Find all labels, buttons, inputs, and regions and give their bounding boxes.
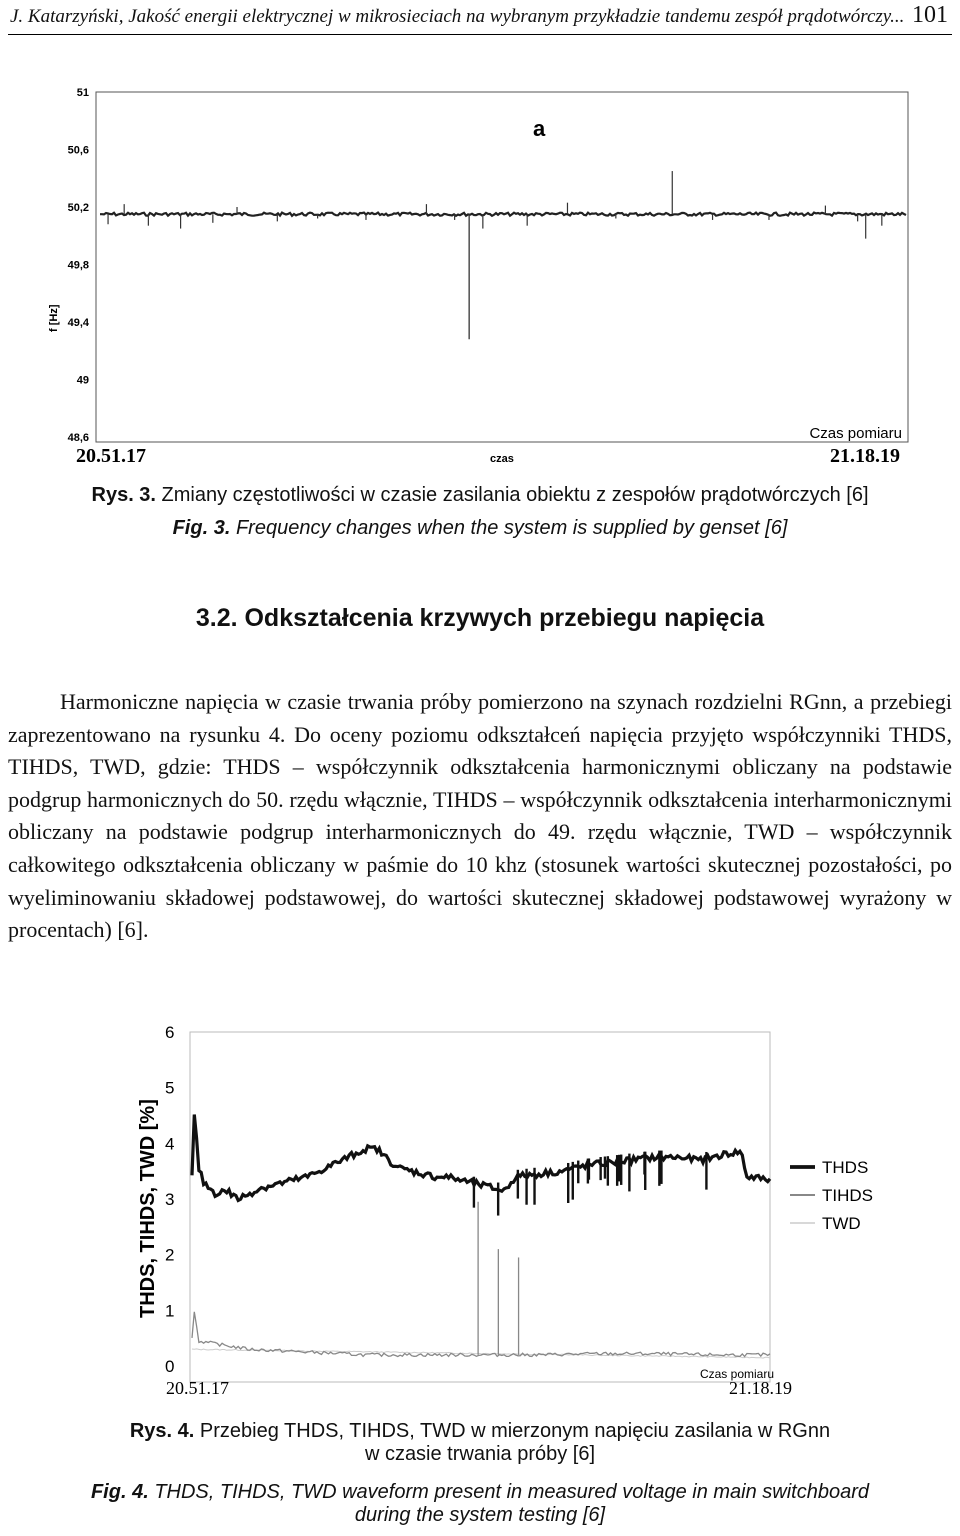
y-tick-label: 51 — [76, 87, 89, 99]
caption-text: Frequency changes when the system is supplied by genset [6] — [235, 517, 788, 539]
x-axis-title-right: Czas pomiaru — [699, 1367, 774, 1381]
y-tick-label: 4 — [165, 1134, 175, 1154]
figure-4-chart — [0, 1016, 960, 1406]
caption-prefix: Fig. 4. — [90, 1481, 149, 1503]
caption-text-line2: w czasie trwania próby [6] — [364, 1443, 596, 1465]
series-line-thds — [192, 1115, 770, 1201]
legend-label-twd: TWD — [822, 1214, 861, 1233]
panel-label: a — [533, 116, 546, 141]
running-title: J. Katarzyński, Jakość energii elektrycznej w mikrosieciach na wybranym przykładzie tandemu zespół prądotwórczy... — [10, 6, 905, 27]
x-axis-title-right: Czas pomiaru — [809, 425, 902, 442]
body-paragraph — [8, 686, 952, 947]
caption-text-line2: during the system testing [6] — [354, 1504, 606, 1526]
series-line-tihds — [192, 1312, 770, 1357]
x-start-label: 20.51.17 — [166, 1378, 229, 1398]
y-tick-label: 3 — [165, 1190, 175, 1209]
x-axis-label: czas — [490, 453, 514, 465]
y-tick-label: 49,4 — [67, 317, 89, 329]
y-tick-label: 1 — [165, 1301, 175, 1321]
frequency-series-line — [100, 213, 906, 216]
y-axis-label: THDS, TIHDS, TWD [%] — [137, 1099, 159, 1318]
figure-4-caption-pl — [0, 1420, 960, 1466]
figure-3-caption-pl — [0, 484, 960, 507]
plot-area — [96, 92, 908, 442]
y-tick-label: 5 — [165, 1078, 175, 1098]
section-heading: 3.2. Odkształcenia krzywych przebiegu napięcia — [195, 604, 765, 632]
figure-4-caption-en — [0, 1481, 960, 1527]
x-start-label: 20.51.17 — [76, 445, 146, 467]
x-end-label: 21.18.19 — [830, 445, 900, 467]
figure-3-chart — [0, 80, 960, 470]
running-header — [8, 0, 952, 35]
caption-prefix: Rys. 3. — [91, 484, 156, 506]
caption-text: THDS, TIHDS, TWD waveform present in measured voltage in main switchboard — [154, 1481, 870, 1503]
y-tick-label: 50,2 — [67, 202, 89, 214]
caption-text: Przebieg THDS, TIHDS, TWD w mierzonym napięciu zasilania w RGnn — [199, 1420, 831, 1442]
y-axis-label: f [Hz] — [48, 304, 60, 332]
y-tick-label: 2 — [165, 1245, 175, 1265]
plot-area — [190, 1032, 770, 1382]
y-tick-label: 48,6 — [67, 432, 89, 444]
figure-3-caption-en — [0, 517, 960, 540]
y-tick-label: 49 — [76, 374, 89, 387]
caption-prefix: Fig. 3. — [172, 517, 231, 539]
paragraph-text: Harmoniczne napięcia w czasie trwania próby pomierzono na szynach rozdzielni RGnn, a przebiegi zaprezentowano na rysunku 4. Do oceny poziomu odkształceń napięcia przyjęto współczynniki THDS, TIHDS, TWD, gdzie: THDS – współczynnik odkształcenia harmonicznymi obliczany na podstawie podgrup harmonicznych do 50. rzędu włącznie, TIHDS – współczynnik odkształcenia interharmonicznymi obliczany na podstawie podgrup interharmonicznych do 49. rzędu włącznie, TWD – współczynnik całkowitego odkształcenia obliczany w paśmie do 10 khz (stosunek wartości skutecznej pozostałości, po wyeliminowaniu składowej podstawowej, do wartości skutecznej składowej podstawowej wyrażony w procentach) [6]. — [8, 689, 952, 943]
caption-prefix: Rys. 4. — [129, 1420, 195, 1442]
y-tick-label: 49,8 — [67, 259, 89, 272]
legend-label-thds: THDS — [822, 1158, 869, 1177]
y-tick-label: 50,6 — [67, 144, 89, 157]
x-end-label: 21.18.19 — [729, 1378, 792, 1398]
y-tick-label: 6 — [165, 1023, 175, 1042]
page-number: 101 — [912, 2, 948, 28]
legend-label-tihds: TIHDS — [822, 1186, 873, 1205]
y-tick-label: 0 — [165, 1357, 175, 1376]
caption-text: Zmiany częstotliwości w czasie zasilania obiektu z zespołów prądotwórczych [6] — [161, 484, 869, 506]
